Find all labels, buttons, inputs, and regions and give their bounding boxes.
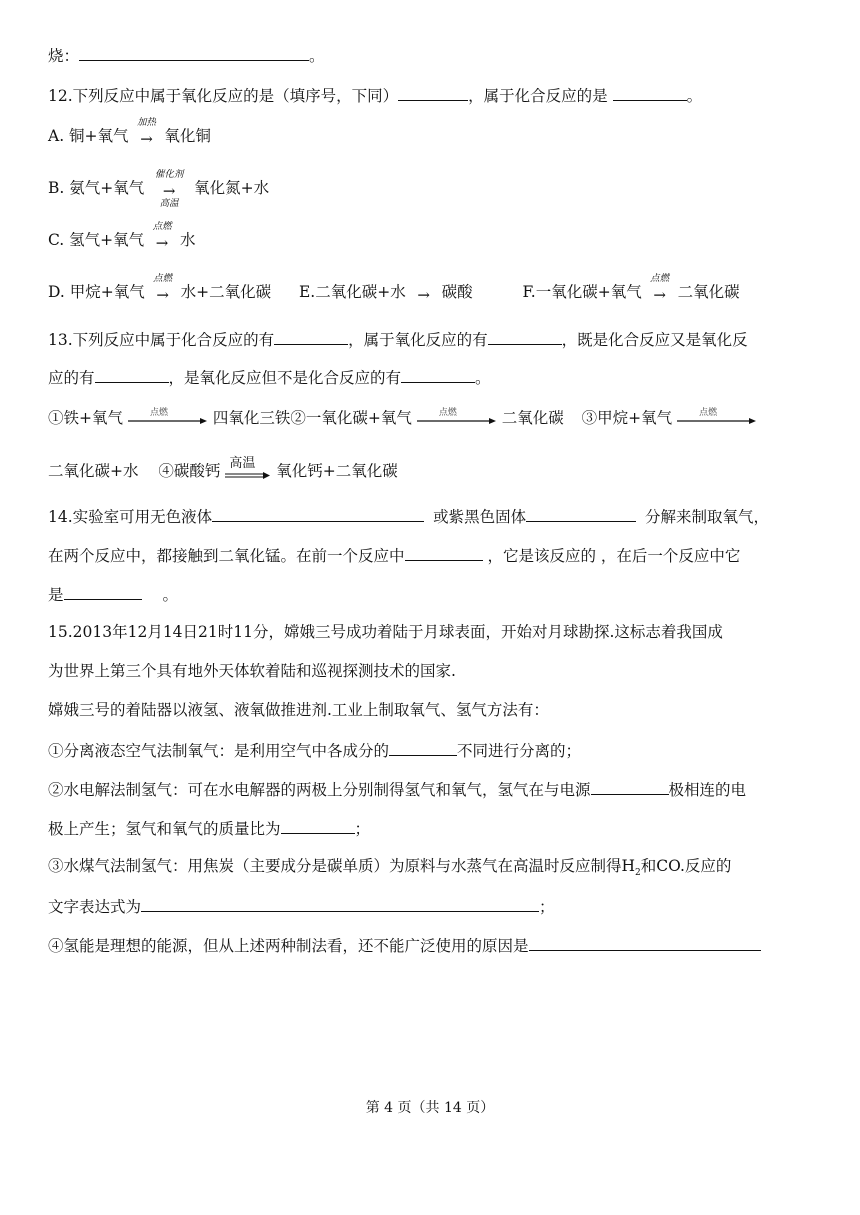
question-text: ，既是化合反应又是氧化反 — [561, 331, 748, 349]
reaction-text: 氧化钙+二氧化碳 — [276, 462, 398, 480]
reaction-text: 四氧化三铁 — [212, 409, 291, 427]
question-text: 14.实验室可用无色液体 — [48, 508, 213, 526]
text: 。 — [309, 47, 325, 65]
reaction-text: 二氧化碳 — [501, 409, 564, 427]
page-footer: 第 4 页（共 14 页） — [365, 1100, 495, 1116]
question-13-cont — [48, 366, 491, 388]
long-arrow-icon — [128, 417, 208, 425]
question-14 — [48, 505, 769, 527]
question-text: 和CO.反应的 — [640, 857, 732, 875]
question-text: 。 — [686, 87, 703, 105]
reaction-arrow — [417, 409, 497, 429]
question-text: ②水电解法制氢气：可在水电解器的两极上分别制得氢气和氧气，氢气在与电源 — [48, 781, 591, 799]
answer-blank[interactable] — [529, 934, 761, 951]
reaction-arrow — [128, 409, 208, 429]
condition-label: 高温 — [229, 456, 256, 471]
answer-blank[interactable] — [401, 366, 475, 383]
question-14-end — [48, 583, 178, 605]
option-d-e-f — [48, 273, 740, 304]
reaction-arrow — [647, 273, 673, 304]
option-text: 碳酸 — [441, 283, 473, 301]
answer-blank[interactable] — [488, 328, 562, 345]
arrow-icon: → — [417, 286, 430, 304]
question-13 — [48, 328, 748, 350]
answer-blank[interactable] — [613, 84, 687, 101]
question-15 — [48, 622, 723, 642]
option-b — [48, 169, 270, 209]
reaction-text: ④碳酸钙 — [158, 462, 221, 480]
option-text: C. 氢气+氧气 — [48, 231, 145, 249]
question-14-cont — [48, 544, 740, 566]
sub-question-3 — [48, 856, 731, 883]
question-text: ，是氧化反应但不是化合反应的有 — [168, 369, 402, 387]
reaction-arrow — [149, 169, 189, 209]
question-12 — [48, 84, 702, 106]
line-1 — [48, 44, 325, 66]
condition-label: 高温 — [159, 198, 179, 209]
question-text: ，它是该反应的 ，在后一个反应中它 — [487, 547, 741, 565]
question-text: 极上产生；氢气和氧气的质量比为 — [48, 820, 281, 838]
question-text: 应的有 — [48, 369, 95, 387]
answer-blank[interactable] — [389, 739, 457, 756]
reactions-row-2 — [48, 456, 398, 484]
question-text: 15.2013年12月14日21时11分，嫦娥三号成功着陆于月球表面，开始对月球勘探.这标志着我国成 — [48, 623, 723, 641]
sub-question-3-cont — [48, 895, 555, 917]
option-text: 二氧化碳 — [677, 283, 740, 301]
arrow-icon: → — [140, 130, 153, 148]
formula-text: H — [621, 857, 636, 875]
question-text: 文字表达式为 — [48, 898, 142, 916]
condition-label: 催化剂 — [154, 169, 184, 180]
condition-label: 点燃 — [149, 408, 168, 418]
text: 烧： — [48, 47, 80, 65]
condition-label: 加热 — [136, 117, 156, 128]
arrow-icon: → — [156, 286, 169, 304]
question-text: 12.下列反应中属于氧化反应的是（填序号，下同） — [48, 87, 399, 105]
question-text: 或紫黑色固体 — [433, 508, 527, 526]
answer-blank[interactable] — [281, 817, 355, 834]
question-15-intro — [48, 700, 549, 720]
option-c — [48, 221, 196, 252]
condition-label: 点燃 — [438, 408, 457, 418]
arrow-icon: → — [162, 182, 176, 200]
question-text: ①分离液态空气法制氧气：是利用空气中各成分的 — [48, 742, 390, 760]
option-text: A. 铜+氧气 — [48, 127, 129, 145]
condition-label: 点燃 — [699, 408, 718, 418]
option-text: 水 — [180, 231, 196, 249]
long-arrow-icon — [417, 417, 497, 425]
question-text: 极相连的电 — [668, 781, 747, 799]
formula-subscript: 2 — [635, 868, 641, 879]
arrow-icon: → — [653, 286, 666, 304]
question-text: 是 — [48, 586, 64, 604]
condition-label: 点燃 — [152, 221, 172, 232]
reaction-text: 二氧化碳+水 — [48, 462, 139, 480]
option-text: 氧化氮+水 — [194, 179, 270, 197]
reaction-arrow — [677, 409, 757, 429]
answer-blank[interactable] — [212, 505, 424, 522]
option-text: 氧化铜 — [164, 127, 211, 145]
option-text: D. 甲烷+氧气 — [48, 283, 145, 301]
question-text: 嫦娥三号的着陆器以液氢、液氧做推进剂.工业上制取氧气、氢气方法有： — [48, 701, 549, 719]
long-arrow-icon — [225, 472, 271, 480]
reaction-text: ②一氧化碳+氧气 — [290, 409, 412, 427]
question-text: 在两个反应中，都接触到二氧化锰。在前一个反应中 — [48, 547, 405, 565]
answer-blank[interactable] — [64, 583, 142, 600]
answer-blank[interactable] — [95, 366, 169, 383]
reaction-arrow — [225, 456, 271, 484]
reaction-arrow — [411, 283, 437, 303]
answer-blank[interactable] — [591, 778, 669, 795]
reaction-arrow — [150, 273, 176, 304]
question-text: ； — [354, 820, 371, 838]
question-text: 分解来制取氧气， — [645, 508, 770, 526]
option-text: B. 氨气+氧气 — [48, 179, 145, 197]
question-text: 。 — [475, 369, 491, 387]
question-text: 13.下列反应中属于化合反应的有 — [48, 331, 275, 349]
question-15-cont — [48, 661, 456, 681]
long-arrow-icon — [677, 417, 757, 425]
question-text: 为世界上第三个具有地外天体软着陆和巡视探测技术的国家. — [48, 662, 456, 680]
question-text: 不同进行分离的； — [457, 742, 582, 760]
question-text: ，属于化合反应的是 — [468, 87, 608, 105]
answer-blank[interactable] — [405, 544, 483, 561]
condition-label: 点燃 — [650, 273, 670, 284]
reaction-text: ③甲烷+氧气 — [581, 409, 673, 427]
answer-blank[interactable] — [79, 44, 309, 61]
question-text: ③水煤气法制氢气：用焦炭（主要成分是碳单质）为原料与水蒸气在高温时反应制得 — [48, 857, 622, 875]
question-text: ，属于氧化反应的有 — [348, 331, 488, 349]
option-text: F.一氧化碳+氧气 — [522, 283, 642, 301]
option-text: E.二氧化碳+水 — [298, 283, 406, 301]
arrow-icon: → — [155, 234, 169, 252]
sub-question-2 — [48, 778, 746, 800]
question-text: ④氢能是理想的能源，但从上述两种制法看，还不能广泛使用的原因是 — [48, 937, 529, 955]
sub-question-2-cont — [48, 817, 370, 839]
answer-blank[interactable] — [141, 895, 539, 912]
condition-label: 点燃 — [153, 273, 173, 284]
question-text: ； — [539, 898, 555, 916]
answer-blank[interactable] — [274, 328, 348, 345]
option-a — [48, 117, 211, 148]
reaction-arrow — [149, 221, 175, 252]
reactions-row-1 — [48, 408, 757, 429]
sub-question-4 — [48, 934, 761, 956]
question-text: 。 — [162, 586, 178, 604]
answer-blank[interactable] — [526, 505, 636, 522]
reaction-text: ①铁+氧气 — [48, 409, 123, 427]
reaction-arrow — [133, 117, 159, 148]
sub-question-1 — [48, 739, 581, 761]
answer-blank[interactable] — [398, 84, 468, 101]
option-text: 水+二氧化碳 — [180, 283, 272, 301]
